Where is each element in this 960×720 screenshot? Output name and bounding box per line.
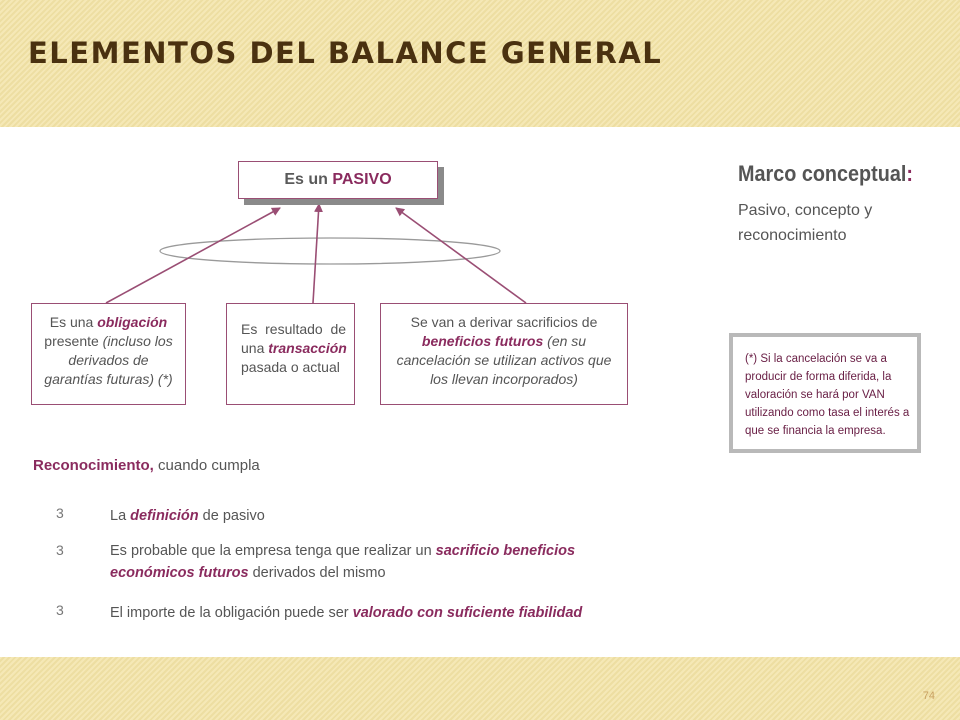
- marco-subtitle-line: Pasivo, concepto y: [738, 202, 873, 219]
- marco-title: [738, 161, 913, 187]
- slide-title: ELEMENTOS DEL BALANCE GENERAL: [28, 36, 663, 70]
- marco-subtitle: [738, 198, 938, 248]
- box1-line: garantías futuras) (*): [44, 371, 173, 387]
- note-line: que se financia la empresa.: [745, 425, 886, 437]
- bullet-icon: 3: [56, 505, 64, 521]
- recognition-item: [110, 602, 630, 624]
- item-text: derivados del mismo: [248, 565, 386, 581]
- footer-band: [0, 657, 960, 720]
- recognition-heading: [33, 457, 260, 474]
- note-line: producir de forma diferida, la: [745, 371, 892, 383]
- obligacion-box: [31, 303, 186, 405]
- item-text: Es probable que la empresa tenga que realizar un: [110, 543, 436, 559]
- bullet-icon: 3: [56, 542, 64, 558]
- recognition-rest: cuando cumpla: [153, 457, 260, 474]
- box3-italic: (en su: [543, 333, 587, 349]
- marco-title-text: Marco conceptual: [738, 161, 907, 186]
- marco-subtitle-line: reconocimiento: [738, 227, 847, 244]
- box3-highlight: beneficios futuros: [421, 333, 544, 349]
- item-highlight: sacrificio beneficios económicos futuros: [110, 543, 576, 581]
- box3-line: los llevan incorporados): [430, 371, 578, 387]
- transaccion-box: [226, 303, 355, 405]
- item-text: El importe de la obligación puede ser: [110, 605, 353, 621]
- note-line: (*) Si la cancelación se va a: [745, 353, 887, 365]
- footnote-box: [729, 333, 921, 453]
- note-line: utilizando como tasa el interés a: [745, 407, 910, 419]
- recognition-item: [110, 505, 630, 527]
- beneficios-box: [380, 303, 628, 405]
- box2-highlight: transacción: [268, 340, 347, 356]
- box1-italic: (incluso los: [102, 333, 173, 349]
- recognition-bold: Reconocimiento,: [33, 457, 154, 474]
- pasivo-prefix: Es un: [284, 171, 333, 188]
- box1-text: presente: [44, 333, 103, 349]
- box1-highlight: obligación: [97, 314, 168, 330]
- box3-line: cancelación se utilizan activos que: [396, 352, 612, 368]
- item-text: La: [110, 508, 131, 524]
- item-text: de pasivo: [198, 508, 265, 524]
- box3-line: Se van a derivar sacrificios de: [410, 314, 598, 330]
- pasivo-highlight: PASIVO: [332, 171, 392, 188]
- marco-title-colon: :: [906, 161, 913, 186]
- note-line: valoración se hará por VAN: [745, 389, 885, 401]
- box1-line: derivados de: [68, 352, 149, 368]
- item-highlight: valorado con suficiente fiabilidad: [352, 605, 583, 621]
- page-number: 74: [922, 690, 935, 702]
- recognition-item: [110, 540, 630, 584]
- box2-line: pasada o actual: [241, 359, 340, 375]
- box1-text: Es una: [49, 314, 98, 330]
- box2-line: Es resultado de: [241, 321, 347, 337]
- box2-text: una: [241, 340, 269, 356]
- item-highlight: definición: [130, 508, 199, 524]
- pasivo-box: [238, 161, 438, 199]
- bullet-icon: 3: [56, 602, 64, 618]
